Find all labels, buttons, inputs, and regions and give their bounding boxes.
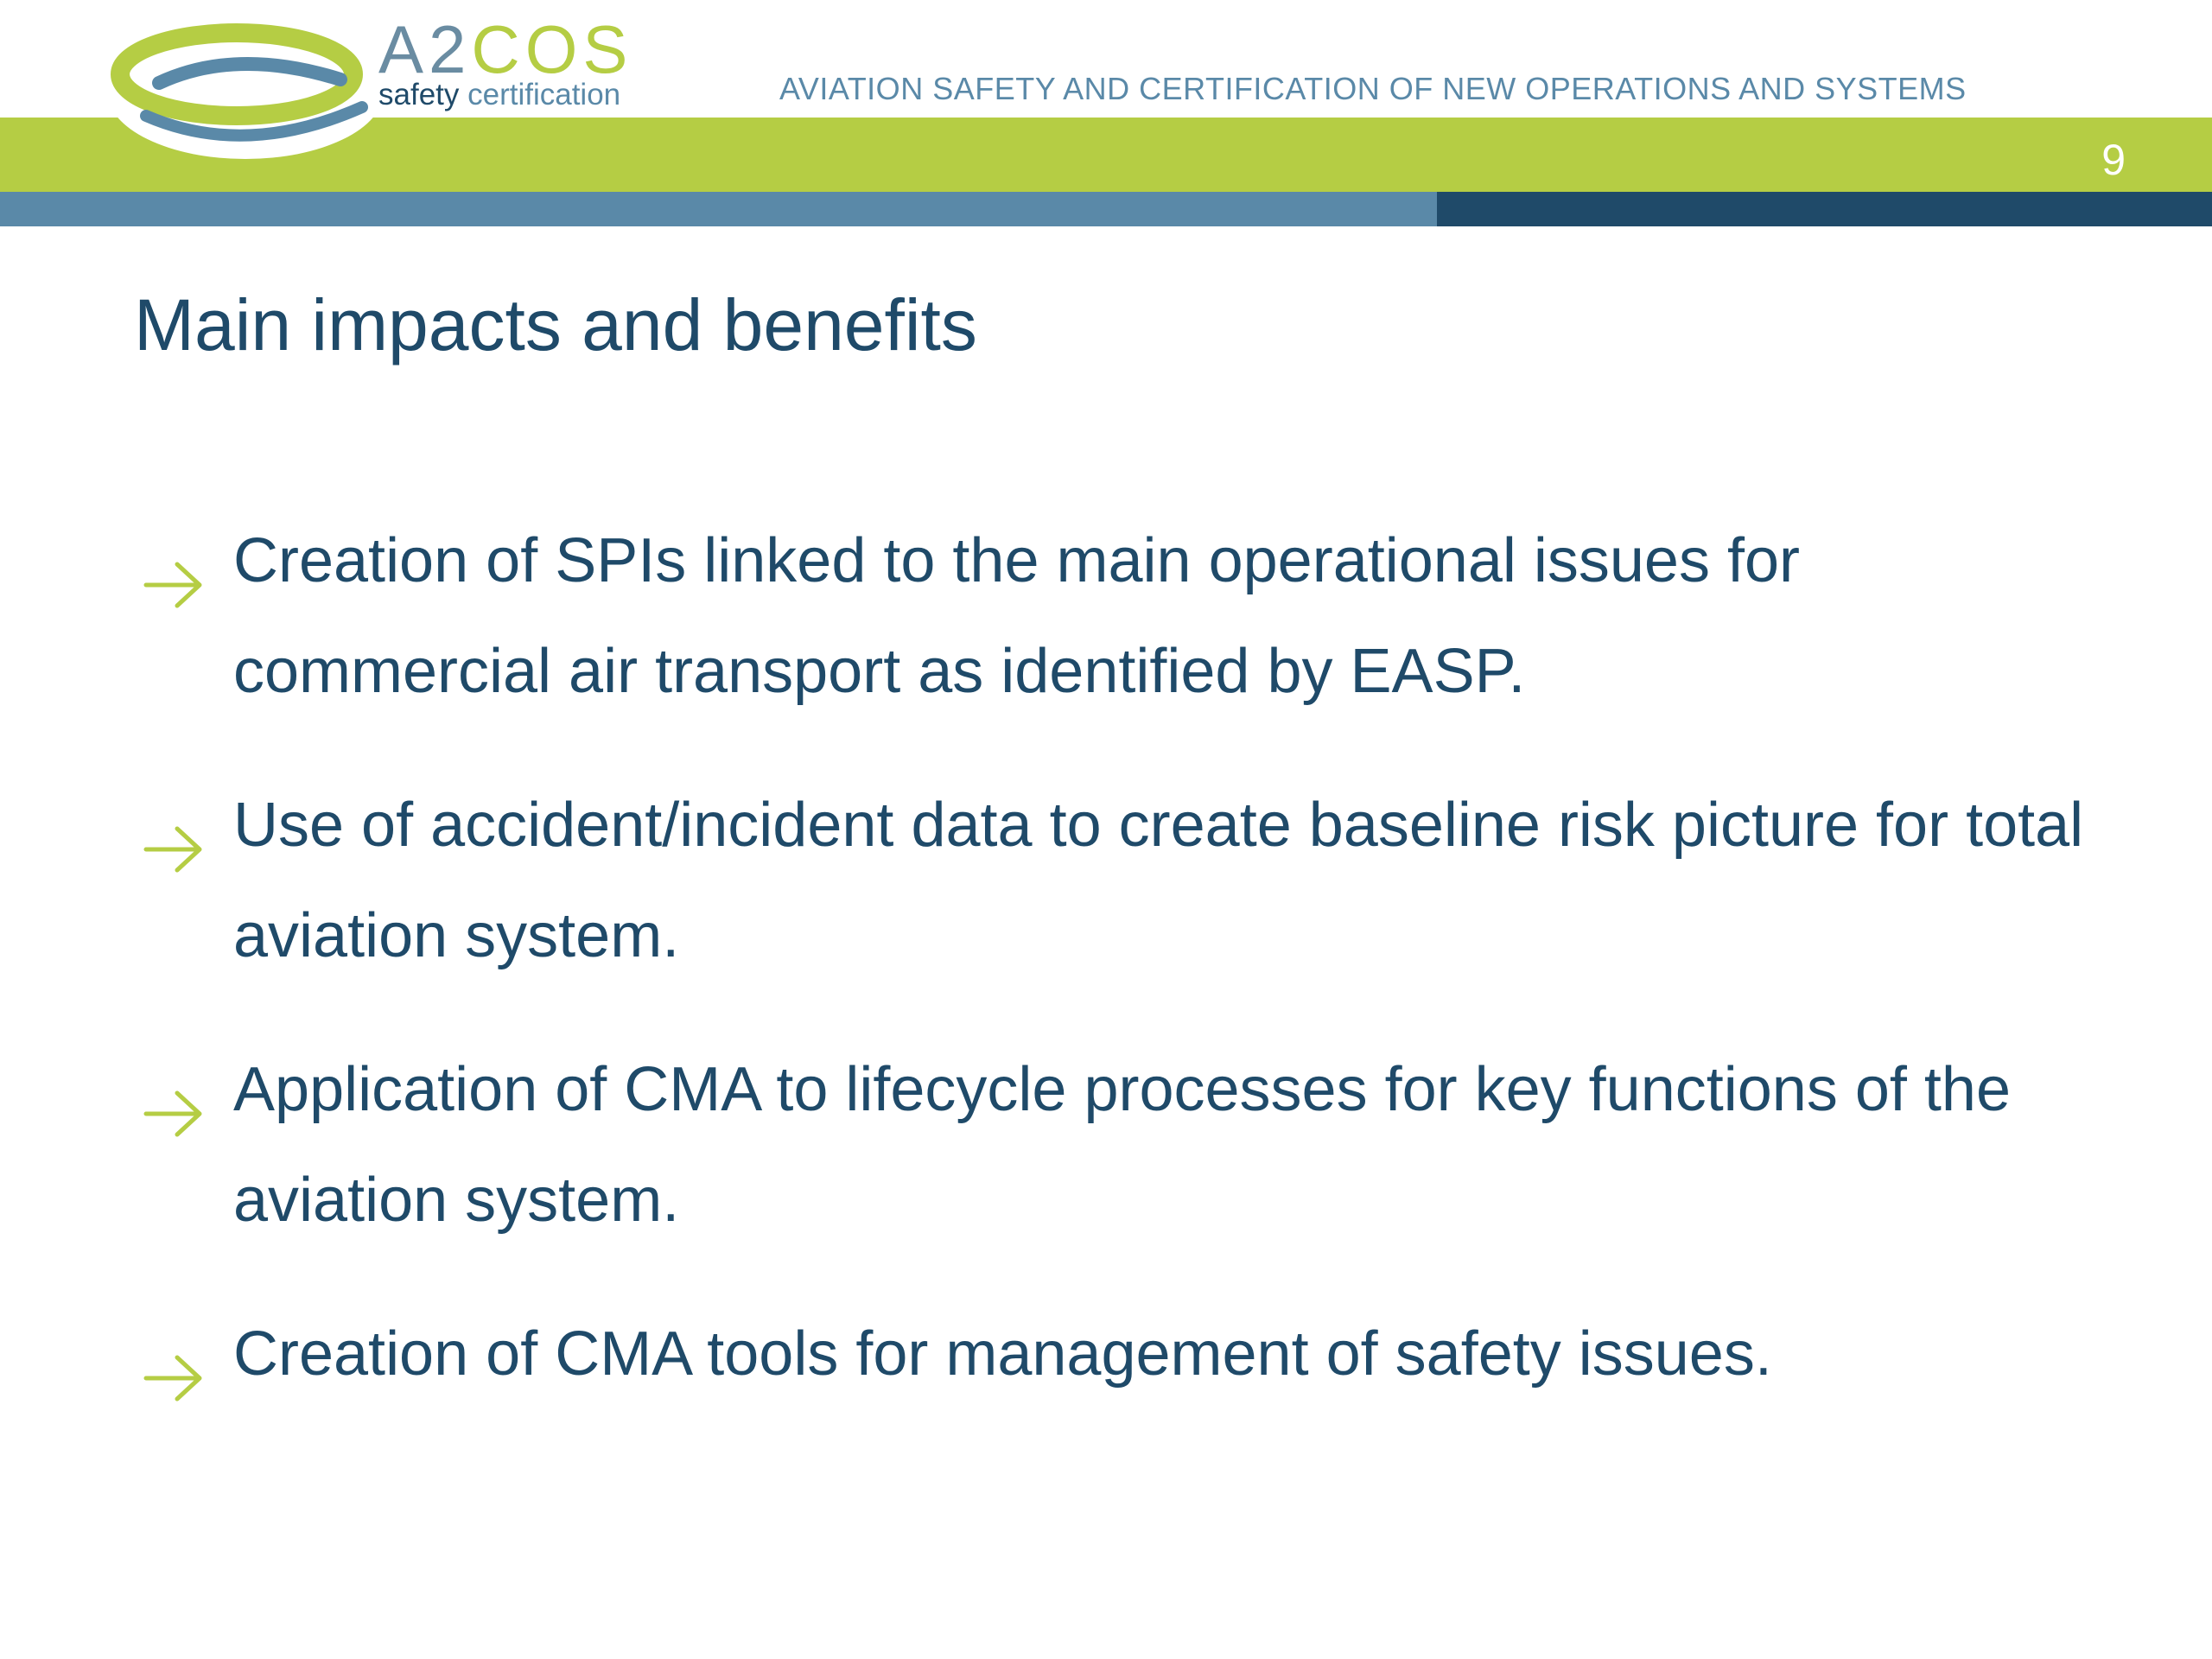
bullet-text: Use of accident/incident data to create baseline risk picture for total aviation system. — [233, 791, 2084, 970]
bullet-list — [138, 505, 2126, 1452]
logo-wordmark-a2: A2 — [378, 11, 472, 87]
arrow-right-icon — [143, 535, 205, 587]
arrow-right-icon — [143, 1328, 205, 1380]
bullet-item — [138, 1034, 2126, 1255]
logo-tagline — [378, 79, 620, 110]
logo-wordmark-cos: COS — [471, 11, 633, 87]
logo-tagline-safety: safety — [378, 78, 460, 111]
header-tagline: AVIATION SAFETY AND CERTIFICATION OF NEW OPERATIONS AND SYSTEMS — [779, 71, 1967, 106]
bullet-text: Creation of CMA tools for management of safety issues. — [233, 1319, 1772, 1389]
a2cos-logo-icon — [107, 12, 384, 159]
slide-title: Main impacts and benefits — [134, 284, 977, 365]
logo-tagline-certification: certification — [467, 78, 621, 111]
arrow-right-icon — [143, 799, 205, 851]
header-blue-dark-band — [1437, 192, 2212, 226]
bullet-item — [138, 1299, 2126, 1409]
bullet-text: Application of CMA to lifecycle processes for key functions of the aviation system. — [233, 1055, 2011, 1235]
header-blue-light-band — [0, 192, 1437, 226]
bullet-item — [138, 505, 2126, 727]
bullet-text: Creation of SPIs linked to the main operational issues for commercial air transport as identified by EASP. — [233, 526, 1800, 706]
arrow-right-icon — [143, 1064, 205, 1116]
bullet-item — [138, 770, 2126, 991]
page-number: 9 — [2101, 136, 2126, 184]
logo-wordmark — [378, 11, 633, 87]
